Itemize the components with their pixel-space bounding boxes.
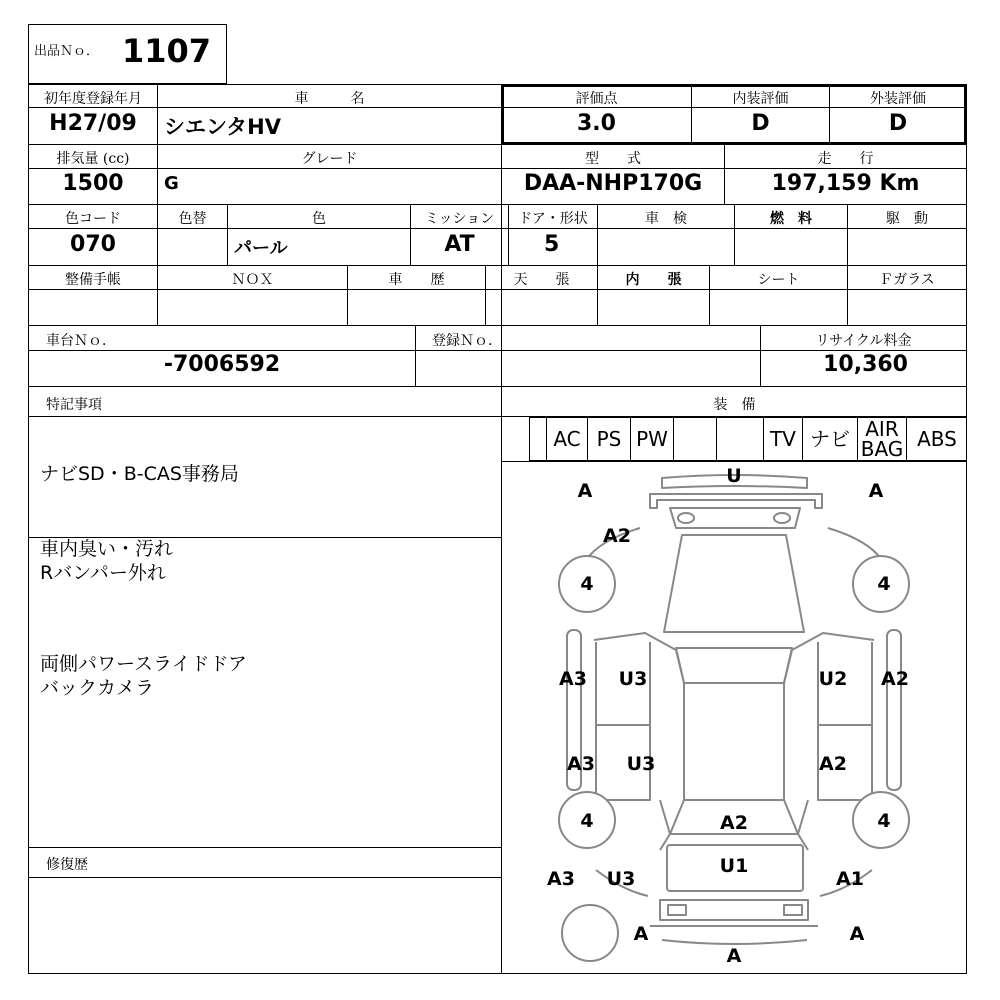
mark-rear-bumper-center: A xyxy=(726,945,742,967)
equip-tv: TV xyxy=(763,417,803,461)
mark-rear-right-quarter: A1 xyxy=(836,868,864,890)
car-name-label: 車 名 xyxy=(294,91,365,107)
chassis-label: 車台Ｎｏ． xyxy=(46,333,116,349)
mark-rear-bumper-left: A xyxy=(633,923,649,945)
mileage-value: 197,159 Km xyxy=(771,171,920,196)
regno-label: 登録Ｎｏ． xyxy=(432,333,502,349)
mark-rear-bumper-right: A xyxy=(849,923,865,945)
grade-label: グレード xyxy=(301,151,358,167)
mark-left-front-door-outer: A3 xyxy=(559,668,587,690)
score-value: 3.0 xyxy=(577,111,616,136)
equip-pw: PW xyxy=(630,417,674,461)
model-label: 型 式 xyxy=(585,151,641,167)
equipment-label: 装 備 xyxy=(713,397,756,413)
lot-number: 1107 xyxy=(122,32,212,70)
color-code-value: 070 xyxy=(70,232,116,257)
exterior-label: 外装評価 xyxy=(870,91,926,107)
equip-abs: ABS xyxy=(906,417,967,461)
mark-front-left-tire: 4 xyxy=(580,573,594,595)
door-value: 5 xyxy=(544,232,560,257)
mission-label: ミッション xyxy=(424,211,495,227)
seat-label: シート xyxy=(757,272,800,288)
note-line-3: 両側パワースライドドア バックカメラ xyxy=(40,653,247,699)
repaint-label: 色替 xyxy=(178,211,207,227)
notes-label: 特記事項 xyxy=(46,397,102,413)
equip-blank-1 xyxy=(529,417,547,461)
grade-value: G xyxy=(164,173,179,194)
fuel-label: 燃 料 xyxy=(770,211,812,227)
interior-label: 内装評価 xyxy=(732,91,789,107)
exterior-value: D xyxy=(888,111,908,136)
mark-rear-glass: A2 xyxy=(720,812,748,834)
door-label: ドア・形状 xyxy=(518,211,588,227)
equip-ps: PS xyxy=(587,417,631,461)
model-value: DAA-NHP170G xyxy=(523,171,703,196)
mark-front-center: U xyxy=(726,465,742,487)
drive-label: 駆 動 xyxy=(886,211,928,227)
recycle-label: リサイクル料金 xyxy=(815,333,912,349)
reg-year-label: 初年度登録年月 xyxy=(44,91,142,107)
inspection-label: 車 検 xyxy=(645,211,687,227)
equip-ac: AC xyxy=(546,417,588,461)
mark-rear-left-quarter: U3 xyxy=(606,868,636,890)
mark-right-rear-door: A2 xyxy=(819,753,847,775)
nox-label: ＮＯＸ xyxy=(231,272,274,288)
score-label: 評価点 xyxy=(575,91,618,107)
equip-blank-3 xyxy=(716,417,764,461)
car-diagram xyxy=(501,461,967,974)
color-label: 色 xyxy=(312,211,326,227)
mark-rear-left-tire: 4 xyxy=(580,810,594,832)
repair-label: 修復歴 xyxy=(46,857,88,873)
car-name-value: シエンタHV xyxy=(164,115,281,139)
mark-left-front-door: U3 xyxy=(618,668,648,690)
displacement-label: 排気量 (cc) xyxy=(56,151,130,167)
reg-year-value: H27/09 xyxy=(49,111,137,136)
chassis-value: -7006592 xyxy=(163,352,281,377)
mission-value: AT xyxy=(444,232,475,257)
mark-hood: A2 xyxy=(603,525,631,547)
mark-front-right-corner: A xyxy=(868,480,884,502)
color-value: パール xyxy=(234,238,288,259)
recycle-value: 10,360 xyxy=(823,352,908,377)
equip-navi: ナビ xyxy=(802,417,858,461)
maint-book-label: 整備手帳 xyxy=(65,272,121,288)
equip-airbag: AIR BAG xyxy=(857,417,907,461)
mark-right-front-door-outer: A2 xyxy=(881,668,909,690)
inner-label: 内 張 xyxy=(625,272,682,288)
mileage-label: 走 行 xyxy=(817,151,874,167)
glass-label: Ｆガラス xyxy=(879,272,935,288)
mark-front-right-tire: 4 xyxy=(877,573,891,595)
note-line-2: 車内臭い・汚れ Rバンパー外れ xyxy=(40,538,174,584)
mark-rear-left-quarter-outer: A3 xyxy=(547,868,575,890)
color-code-label: 色コード xyxy=(65,211,121,227)
mark-left-rear-door: U3 xyxy=(626,753,656,775)
equip-blank-2 xyxy=(673,417,717,461)
interior-value: D xyxy=(751,111,770,136)
lot-label: 出品Ｎｏ． xyxy=(34,44,100,59)
roof-label: 天 張 xyxy=(513,272,570,288)
history-label: 車 歴 xyxy=(388,272,445,288)
mark-rear-right-tire: 4 xyxy=(877,810,891,832)
note-line-1: ナビSD・B-CAS事務局 xyxy=(40,463,239,485)
mark-right-front-door: U2 xyxy=(818,668,848,690)
mark-left-rear-door-outer: A3 xyxy=(567,753,595,775)
displacement-value: 1500 xyxy=(62,171,124,196)
mark-front-left-corner: A xyxy=(577,480,593,502)
mark-trunk: U1 xyxy=(719,855,749,877)
